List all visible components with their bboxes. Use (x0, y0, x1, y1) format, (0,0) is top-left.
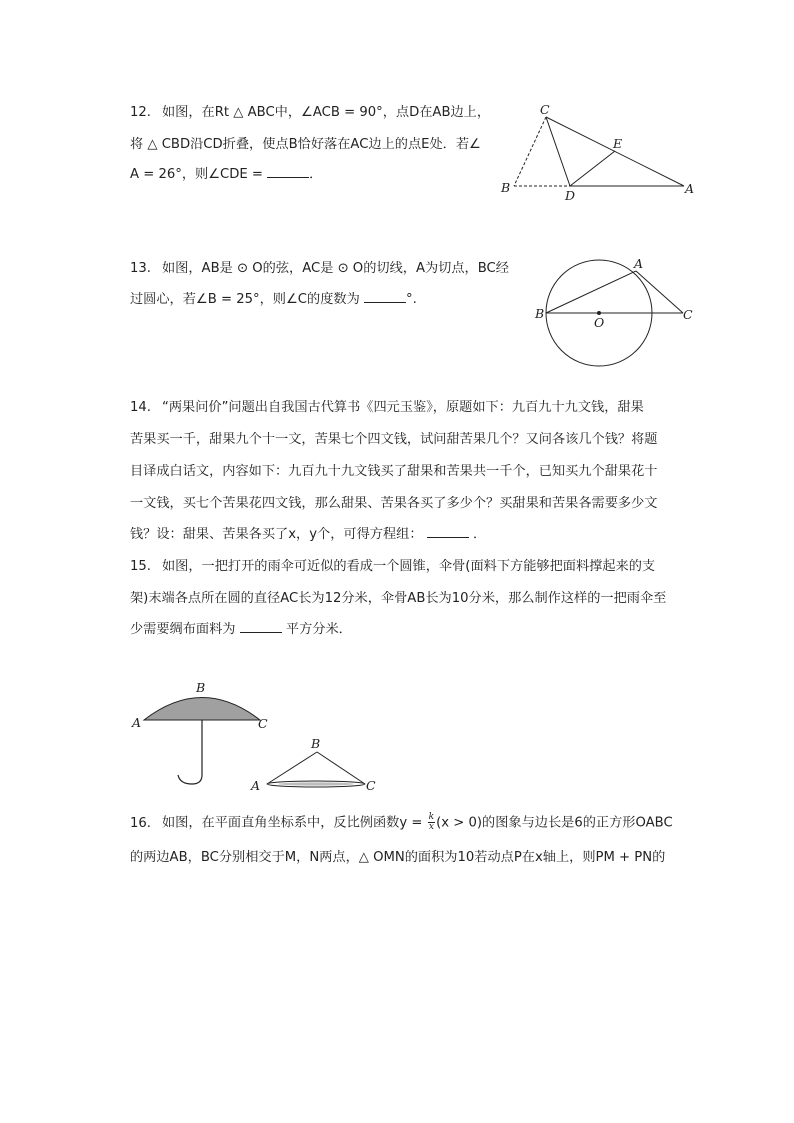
q16-line-1 (130, 813, 673, 834)
q12-text-2: 将 △ CBD沿CD折叠，使点B恰好落在AC边上的点E处．若∠ (130, 137, 481, 152)
q14-line-4 (130, 494, 658, 514)
q13-circle-figure (530, 255, 700, 375)
q12-text-3a: A = 26°，则∠CDE = (130, 167, 263, 182)
q13-text-1: 如图，AB是 ⊙ O的弦，AC是 ⊙ O的切线，A为切点，BC经 (162, 261, 509, 276)
q15-fig2-label-a: A (251, 778, 261, 793)
q12-label-c: C (540, 102, 550, 117)
q15-fig1-label-a: A (132, 715, 142, 730)
q15-cone-side-ab (267, 752, 317, 784)
q13-label-c: C (683, 307, 693, 322)
q14-answer-blank (427, 525, 469, 538)
q12-label-e: E (613, 136, 623, 151)
q15-umbrella-handle (178, 775, 202, 784)
q16-fraction-k-over-x (428, 813, 435, 832)
q14-text-5b: ． (472, 527, 487, 542)
q15-text-1: 如图，一把打开的雨伞可近似的看成一个圆锥，伞骨(面料下方能够把面料撑起来的支 (162, 559, 656, 574)
q13-text-2a: 过圆心，若∠B = 25°，则∠C的度数为 (130, 292, 360, 307)
q16-number: 16. (130, 815, 151, 831)
q12-fold-line-cb (514, 117, 546, 186)
q13-label-b: B (535, 306, 545, 321)
q14-text-4: 一文钱，买七个苦果花四文钱，那么甜果、苦果各买了多少个？买甜果和苦果各需要多少文 (130, 496, 658, 511)
q13-tangent-ac (636, 271, 683, 313)
q12-side-de (570, 151, 615, 186)
q15-line-1 (130, 557, 655, 577)
q14-line-5 (130, 525, 486, 545)
q14-line-1 (130, 398, 644, 418)
q12-label-b: B (501, 180, 511, 195)
q15-cone-figure (245, 735, 385, 795)
q14-number: 14. (130, 400, 151, 415)
q12-line-3 (130, 165, 322, 185)
q15-line-3 (130, 620, 352, 640)
q14-line-2 (130, 430, 658, 450)
q13-number: 13. (130, 261, 151, 276)
q14-text-2: 苦果买一千，甜果九个十一文，苦果七个四文钱，试问甜苦果几个？又问各该几个钱？将题 (130, 432, 658, 447)
q15-line-2 (130, 589, 666, 609)
q15-fig1-label-b: B (196, 680, 206, 695)
q15-answer-blank (240, 620, 282, 633)
q13-text-2b: °. (405, 292, 417, 307)
q15-fig2-label-b: B (311, 736, 321, 751)
q14-text-3: 目译成白话文，内容如下：九百九十九文钱买了甜果和苦果共一千个，已知买九个甜果花十 (130, 464, 658, 479)
q15-cone-side-bc (317, 752, 365, 784)
q14-line-3 (130, 462, 658, 482)
q13-label-a: A (634, 256, 644, 271)
q15-fig2-label-c: C (366, 778, 376, 793)
q13-line-2 (130, 290, 417, 310)
q13-line-1 (130, 259, 509, 279)
q16-line-2 (130, 848, 665, 868)
q13-answer-blank (364, 290, 406, 303)
q16-text-1a: 如图，在平面直角坐标系中，反比例函数y = (162, 815, 423, 831)
q15-umbrella-canopy (144, 698, 260, 721)
q12-triangle-figure (500, 100, 700, 203)
q12-label-a: A (685, 181, 695, 196)
q15-fig1-label-c: C (258, 716, 268, 731)
q14-text-1: “两果问价”问题出自我国古代算书《四元玉鉴》，原题如下：九百九十九文钱，甜果 (162, 400, 644, 415)
q12-text-3b: ． (309, 167, 323, 182)
q12-number: 12. (130, 105, 151, 120)
q12-text-1: 如图，在Rt △ ABC中，∠ACB = 90°，点D在AB边上， (162, 105, 491, 120)
q12-label-d: D (565, 188, 576, 203)
q14-text-5a: 钱？设：甜果、苦果各买了x，y个，可得方程组： (130, 527, 423, 542)
q12-line-1 (130, 103, 490, 123)
q13-label-o: O (594, 315, 605, 330)
q16-text-1b: (x > 0)的图象与边长是6的正方形OABC (436, 815, 673, 831)
q16-text-2: 的两边AB，BC分别相交于M，N两点，△ OMN的面积为10若动点P在x轴上，则PM + PN的 (130, 850, 666, 865)
q15-text-2: 架)末端各点所在圆的直径AC长为12分米，伞骨AB长为10分米，那么制作这样的一把雨伞至 (130, 591, 667, 606)
q15-text-3a: 少需要绸布面料为 (130, 622, 236, 637)
q15-number: 15. (130, 559, 151, 574)
q15-cone-base-shade (278, 782, 354, 785)
q15-text-3b: 平方分米． (285, 622, 352, 637)
q16-fraction-numerator: k (428, 812, 435, 822)
q12-answer-blank (267, 165, 309, 178)
q12-line-2 (130, 135, 481, 155)
q16-fraction-denominator: x (428, 822, 434, 832)
